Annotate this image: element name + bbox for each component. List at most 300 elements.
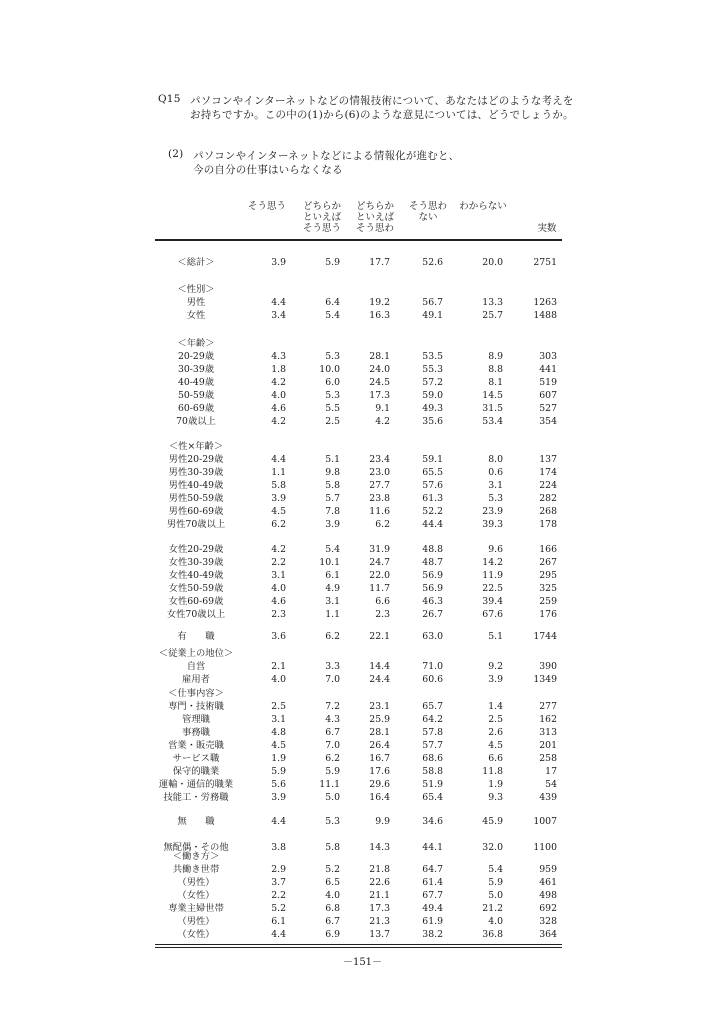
bottom-rule-2 — [155, 947, 562, 948]
row-cell: 28.1 — [369, 727, 390, 738]
row-cell: 1.9 — [488, 779, 503, 790]
question-number: Q15 — [158, 93, 181, 105]
row-cell: 5.4 — [488, 864, 503, 875]
row-cell: 5.3 — [325, 390, 340, 401]
row-cell: 4.5 — [271, 506, 286, 517]
row-cell: 259 — [539, 596, 557, 607]
row-cell: 65.4 — [422, 792, 443, 803]
row-cell: 1.4 — [488, 701, 503, 712]
table-row — [0, 402, 725, 415]
row-cell: 4.6 — [271, 596, 286, 607]
row-cell: 176 — [539, 609, 557, 620]
row-cell: 0.6 — [488, 467, 503, 478]
row-cell: 24.4 — [369, 674, 390, 685]
table-row — [0, 466, 725, 479]
row-cell: 39.4 — [482, 596, 503, 607]
header-dochiraka-sou-omowa: どちらか といえば そう思わ — [355, 201, 394, 234]
row-label: 30-39歳 — [177, 364, 215, 375]
table-row — [0, 595, 725, 608]
row-cell: 9.2 — [488, 661, 503, 672]
row-label: 雇用者 — [182, 674, 210, 685]
row-cell: 21.1 — [369, 890, 390, 901]
table-row — [0, 518, 725, 531]
row-cell: 6.2 — [325, 631, 340, 642]
row-cell: 59.0 — [422, 390, 443, 401]
row-cell: 23.4 — [369, 454, 390, 465]
row-cell: 461 — [539, 877, 557, 888]
row-cell: 16.7 — [369, 753, 390, 764]
row-cell: 6.0 — [325, 377, 340, 388]
row-cell: 4.5 — [488, 740, 503, 751]
row-cell: 527 — [539, 403, 557, 414]
row-cell: 11.7 — [369, 583, 390, 594]
row-cell: 3.1 — [488, 480, 503, 491]
row-cell: 16.3 — [369, 310, 390, 321]
row-cell: 61.9 — [422, 916, 443, 927]
table-row — [0, 582, 725, 595]
row-cell: 295 — [539, 570, 557, 581]
table-row — [0, 739, 725, 752]
row-cell: 5.1 — [488, 631, 503, 642]
row-cell: 174 — [539, 467, 557, 478]
row-cell: 5.4 — [325, 544, 340, 555]
row-cell: 2751 — [533, 257, 557, 268]
row-cell: 32.0 — [482, 842, 503, 853]
row-cell: 2.6 — [488, 727, 503, 738]
row-cell: 4.3 — [271, 351, 286, 362]
row-label: 男性70歳以上 — [166, 519, 226, 530]
row-cell: 53.5 — [422, 351, 443, 362]
table-row — [0, 376, 725, 389]
row-cell: 5.4 — [325, 310, 340, 321]
row-cell: 4.4 — [271, 816, 286, 827]
row-cell: 4.0 — [271, 583, 286, 594]
row-cell: 35.6 — [422, 416, 443, 427]
row-cell: 5.9 — [271, 766, 286, 777]
row-cell: 8.8 — [488, 364, 503, 375]
row-label: 自営 — [186, 661, 206, 672]
row-cell: 8.1 — [488, 377, 503, 388]
row-cell: 44.4 — [422, 519, 443, 530]
row-cell: 23.0 — [369, 467, 390, 478]
row-cell: 52.2 — [422, 506, 443, 517]
row-label: 女性20-29歳 — [168, 544, 224, 555]
row-cell: 14.4 — [369, 661, 390, 672]
row-label: 共働き世帯 — [172, 864, 220, 875]
row-cell: 313 — [539, 727, 557, 738]
row-cell: 4.2 — [271, 544, 286, 555]
row-cell: 19.2 — [369, 297, 390, 308]
row-cell: 1.9 — [271, 753, 286, 764]
row-label: 運輸・通信的職業 — [158, 779, 234, 790]
row-label: 男性50-59歳 — [168, 493, 224, 504]
row-cell: 22.1 — [369, 631, 390, 642]
row-label: （男性） — [177, 877, 215, 888]
row-cell: 25.7 — [482, 310, 503, 321]
row-cell: 26.4 — [369, 740, 390, 751]
row-cell: 1100 — [533, 842, 557, 853]
row-cell: 27.7 — [369, 480, 390, 491]
table-row — [0, 928, 725, 941]
row-cell: 2.5 — [271, 701, 286, 712]
row-label: 有 職 — [177, 631, 215, 642]
row-cell: 607 — [539, 390, 557, 401]
row-cell: 31.5 — [482, 403, 503, 414]
row-cell: 11.6 — [369, 506, 390, 517]
row-cell: 7.0 — [325, 740, 340, 751]
row-cell: 364 — [539, 929, 557, 940]
row-cell: 3.1 — [271, 570, 286, 581]
row-cell: 65.7 — [422, 701, 443, 712]
row-cell: 4.0 — [325, 890, 340, 901]
row-cell: 11.1 — [319, 779, 340, 790]
row-cell: 21.8 — [369, 864, 390, 875]
row-cell: 64.7 — [422, 864, 443, 875]
row-cell: 959 — [539, 864, 557, 875]
row-cell: 6.7 — [325, 916, 340, 927]
row-cell: 21.2 — [482, 903, 503, 914]
row-cell: 4.0 — [271, 674, 286, 685]
row-cell: 4.0 — [271, 390, 286, 401]
row-label: 女性40-49歳 — [168, 570, 224, 581]
row-cell: 1.1 — [271, 467, 286, 478]
table-row — [0, 309, 725, 322]
row-cell: 16.4 — [369, 792, 390, 803]
table-row — [0, 256, 725, 269]
row-cell: 2.3 — [271, 609, 286, 620]
row-cell: 49.3 — [422, 403, 443, 414]
row-cell: 5.8 — [325, 480, 340, 491]
row-label: 60-69歳 — [177, 403, 215, 414]
table-row — [0, 863, 725, 876]
row-cell: 2.9 — [271, 864, 286, 875]
row-cell: 5.3 — [325, 816, 340, 827]
row-cell: 519 — [539, 377, 557, 388]
row-cell: 22.6 — [369, 877, 390, 888]
row-label: ＜働き方＞ — [172, 851, 220, 862]
row-cell: 178 — [539, 519, 557, 530]
row-cell: 2.2 — [271, 890, 286, 901]
row-cell: 137 — [539, 454, 557, 465]
row-cell: 9.9 — [375, 816, 390, 827]
row-cell: 258 — [539, 753, 557, 764]
table-row — [0, 492, 725, 505]
row-cell: 38.2 — [422, 929, 443, 940]
row-cell: 21.3 — [369, 916, 390, 927]
row-cell: 59.1 — [422, 454, 443, 465]
row-cell: 44.1 — [422, 842, 443, 853]
header-wakaranai: わからない — [459, 201, 507, 212]
row-label: 男性 — [186, 297, 206, 308]
table-row — [0, 700, 725, 713]
table-row — [0, 752, 725, 765]
row-cell: 68.6 — [422, 753, 443, 764]
row-label: 専門・技術職 — [168, 701, 224, 712]
row-cell: 1.8 — [271, 364, 286, 375]
row-cell: 4.4 — [271, 929, 286, 940]
row-cell: 61.4 — [422, 877, 443, 888]
row-cell: 14.2 — [482, 557, 503, 568]
row-cell: 5.2 — [325, 864, 340, 875]
row-cell: 60.6 — [422, 674, 443, 685]
row-cell: 2.2 — [271, 557, 286, 568]
table-row — [0, 889, 725, 902]
row-cell: 52.6 — [422, 257, 443, 268]
row-label: 専業主婦世帯 — [168, 903, 224, 914]
row-cell: 2.5 — [488, 714, 503, 725]
row-cell: 4.6 — [271, 403, 286, 414]
table-row — [0, 713, 725, 726]
row-cell: 390 — [539, 661, 557, 672]
row-cell: 9.3 — [488, 792, 503, 803]
row-cell: 277 — [539, 701, 557, 712]
subquestion-text-line2: 今の自分の仕事はいらなくなる — [193, 164, 343, 176]
table-row — [0, 453, 725, 466]
row-label: 管理職 — [182, 714, 210, 725]
row-cell: 3.4 — [271, 310, 286, 321]
row-cell: 3.9 — [271, 792, 286, 803]
row-cell: 5.9 — [325, 766, 340, 777]
row-cell: 439 — [539, 792, 557, 803]
table-row — [0, 337, 725, 350]
row-cell: 11.9 — [482, 570, 503, 581]
row-cell: 6.8 — [325, 903, 340, 914]
row-cell: 17.3 — [369, 903, 390, 914]
row-cell: 23.1 — [369, 701, 390, 712]
row-label: 女性70歳以上 — [166, 609, 226, 620]
row-label: ＜従業上の地位＞ — [158, 648, 234, 659]
row-cell: 1263 — [533, 297, 557, 308]
table-row — [0, 630, 725, 643]
row-cell: 57.8 — [422, 727, 443, 738]
row-cell: 1488 — [533, 310, 557, 321]
row-cell: 5.8 — [271, 480, 286, 491]
row-cell: 3.9 — [488, 674, 503, 685]
row-label: 保守的職業 — [172, 766, 220, 777]
row-cell: 56.7 — [422, 297, 443, 308]
row-cell: 63.0 — [422, 631, 443, 642]
table-row — [0, 479, 725, 492]
row-cell: 7.0 — [325, 674, 340, 685]
row-cell: 10.1 — [319, 557, 340, 568]
table-row — [0, 350, 725, 363]
row-cell: 3.8 — [271, 842, 286, 853]
question-text-line2: お持ちですか。この中の(1)から(6)のような意見については、どうでしょうか。 — [190, 109, 574, 121]
header-sou-omowanai: そう思わ ない — [408, 201, 447, 223]
row-cell: 17.3 — [369, 390, 390, 401]
row-label: 50-59歳 — [177, 390, 215, 401]
row-cell: 36.8 — [482, 929, 503, 940]
table-row — [0, 765, 725, 778]
row-cell: 5.3 — [488, 493, 503, 504]
row-label: 事務職 — [182, 727, 210, 738]
row-label: 男性40-49歳 — [168, 480, 224, 491]
row-cell: 6.1 — [271, 916, 286, 927]
row-cell: 34.6 — [422, 816, 443, 827]
row-cell: 5.8 — [325, 842, 340, 853]
row-cell: 20.0 — [482, 257, 503, 268]
row-cell: 57.6 — [422, 480, 443, 491]
row-cell: 162 — [539, 714, 557, 725]
row-label: ＜年齢＞ — [177, 338, 215, 349]
row-cell: 6.4 — [325, 297, 340, 308]
row-label: ＜性別＞ — [177, 284, 215, 295]
row-cell: 9.6 — [488, 544, 503, 555]
row-cell: 7.2 — [325, 701, 340, 712]
table-row — [0, 608, 725, 621]
table-row — [0, 296, 725, 309]
table-row — [0, 778, 725, 791]
row-label: 無配偶・その他 — [163, 842, 229, 853]
row-cell: 2.3 — [375, 609, 390, 620]
row-cell: 5.7 — [325, 493, 340, 504]
row-cell: 328 — [539, 916, 557, 927]
row-label: 男性30-39歳 — [168, 467, 224, 478]
table-row — [0, 389, 725, 402]
row-cell: 5.0 — [325, 792, 340, 803]
row-label: （女性） — [177, 890, 215, 901]
row-label: 女性30-39歳 — [168, 557, 224, 568]
row-cell: 49.1 — [422, 310, 443, 321]
row-cell: 54 — [545, 779, 557, 790]
row-cell: 5.2 — [271, 903, 286, 914]
row-label: 営業・販売職 — [168, 740, 224, 751]
row-cell: 6.6 — [375, 596, 390, 607]
row-cell: 4.8 — [271, 727, 286, 738]
row-label: サービス職 — [172, 753, 220, 764]
row-cell: 48.7 — [422, 557, 443, 568]
row-cell: 24.5 — [369, 377, 390, 388]
row-cell: 17.7 — [369, 257, 390, 268]
row-cell: 56.9 — [422, 570, 443, 581]
page-number: －151－ — [342, 957, 383, 968]
row-cell: 5.1 — [325, 454, 340, 465]
row-cell: 56.9 — [422, 583, 443, 594]
row-cell: 1744 — [533, 631, 557, 642]
row-cell: 5.9 — [488, 877, 503, 888]
row-cell: 3.9 — [325, 519, 340, 530]
row-cell: 224 — [539, 480, 557, 491]
table-row — [0, 915, 725, 928]
row-cell: 8.9 — [488, 351, 503, 362]
row-cell: 4.5 — [271, 740, 286, 751]
header-sou-omou: そう思う — [247, 201, 286, 212]
row-cell: 3.3 — [325, 661, 340, 672]
row-cell: 26.7 — [422, 609, 443, 620]
row-label: 無 職 — [177, 816, 215, 827]
table-row — [0, 660, 725, 673]
row-cell: 6.6 — [488, 753, 503, 764]
row-cell: 4.9 — [325, 583, 340, 594]
row-cell: 14.3 — [369, 842, 390, 853]
row-cell: 67.7 — [422, 890, 443, 901]
row-cell: 4.2 — [375, 416, 390, 427]
table-row — [0, 543, 725, 556]
row-cell: 6.2 — [375, 519, 390, 530]
bottom-rule-1 — [155, 944, 562, 945]
row-label: 男性60-69歳 — [168, 506, 224, 517]
row-cell: 11.8 — [482, 766, 503, 777]
row-cell: 5.0 — [488, 890, 503, 901]
row-cell: 1349 — [533, 674, 557, 685]
row-cell: 4.0 — [488, 916, 503, 927]
row-cell: 24.0 — [369, 364, 390, 375]
row-cell: 23.8 — [369, 493, 390, 504]
row-label: ＜総計＞ — [177, 257, 215, 268]
row-cell: 10.0 — [319, 364, 340, 375]
row-cell: 65.5 — [422, 467, 443, 478]
table-row — [0, 440, 725, 453]
table-row — [0, 363, 725, 376]
row-cell: 282 — [539, 493, 557, 504]
table-row — [0, 647, 725, 660]
table-row — [0, 673, 725, 686]
row-cell: 25.9 — [369, 714, 390, 725]
row-cell: 303 — [539, 351, 557, 362]
row-cell: 17 — [545, 766, 557, 777]
row-cell: 6.5 — [325, 877, 340, 888]
row-cell: 4.2 — [271, 416, 286, 427]
row-cell: 692 — [539, 903, 557, 914]
row-cell: 6.2 — [271, 519, 286, 530]
row-cell: 6.2 — [325, 753, 340, 764]
row-cell: 5.9 — [325, 257, 340, 268]
table-row — [0, 902, 725, 915]
row-cell: 7.8 — [325, 506, 340, 517]
row-cell: 2.1 — [271, 661, 286, 672]
row-cell: 4.4 — [271, 454, 286, 465]
row-cell: 46.3 — [422, 596, 443, 607]
row-cell: 23.9 — [482, 506, 503, 517]
row-label: （女性） — [177, 929, 215, 940]
row-cell: 14.5 — [482, 390, 503, 401]
table-row — [0, 569, 725, 582]
row-cell: 67.6 — [482, 609, 503, 620]
row-cell: 57.2 — [422, 377, 443, 388]
row-cell: 325 — [539, 583, 557, 594]
question-text-line1: パソコンやインターネットなどの情報技術について、あなたはどのような考えを — [190, 95, 574, 107]
row-label: 20-29歳 — [177, 351, 215, 362]
row-cell: 3.9 — [271, 493, 286, 504]
table-row — [0, 415, 725, 428]
row-cell: 6.9 — [325, 929, 340, 940]
row-cell: 53.4 — [482, 416, 503, 427]
row-cell: 201 — [539, 740, 557, 751]
row-cell: 13.3 — [482, 297, 503, 308]
row-cell: 4.4 — [271, 297, 286, 308]
header-jissu: 実数 — [537, 223, 557, 234]
row-cell: 9.1 — [375, 403, 390, 414]
row-cell: 3.1 — [325, 596, 340, 607]
row-cell: 57.7 — [422, 740, 443, 751]
row-cell: 17.6 — [369, 766, 390, 777]
row-label: 女性 — [186, 310, 206, 321]
header-rule — [155, 239, 562, 241]
row-cell: 5.5 — [325, 403, 340, 414]
row-cell: 3.9 — [271, 257, 286, 268]
row-label: 男性20-29歳 — [168, 454, 224, 465]
row-cell: 3.7 — [271, 877, 286, 888]
table-row — [0, 815, 725, 828]
row-cell: 22.0 — [369, 570, 390, 581]
row-cell: 22.5 — [482, 583, 503, 594]
row-cell: 71.0 — [422, 661, 443, 672]
row-label: 女性60-69歳 — [168, 596, 224, 607]
row-cell: 24.7 — [369, 557, 390, 568]
row-cell: 3.6 — [271, 631, 286, 642]
row-cell: 441 — [539, 364, 557, 375]
table-row — [0, 726, 725, 739]
